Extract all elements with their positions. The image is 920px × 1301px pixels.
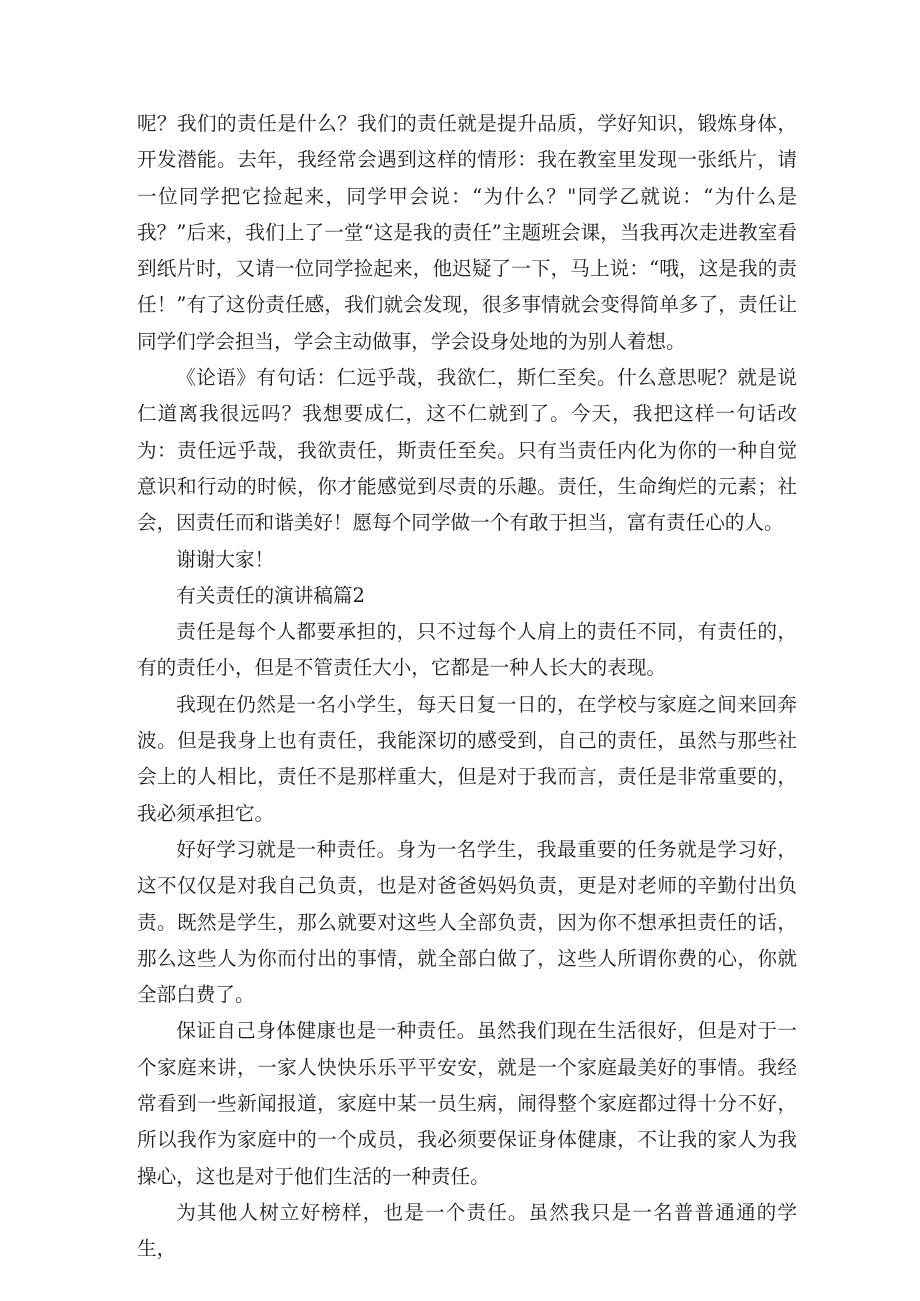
paragraph-1: 呢？我们的责任是什么？我们的责任就是提升品质，学好知识，锻炼身体，开发潜能。去年，我经常会遇到这样的情形：我在教室里发现一张纸片，请一位同学把它捡起来，同学甲会说：“为什么？"同学乙就说：“为什么是我？”后来，我们上了一堂“这是我的责任”主题班会课，当我再次走进教室看到纸片时，又请一位同学捡起来，他迟疑了一下，马上说：“哦，这是我的责任！”有了这份责任感，我们就会发现，很多事情就会变得简单多了，责任让同学们学会担当，学会主动做事，学会设身处地的为别人着想。 <box>137 112 797 353</box>
paragraph-9: 为其他人树立好榜样，也是一个责任。虽然我只是一名普普通通的学生， <box>137 1200 797 1261</box>
paragraph-8: 保证自己身体健康也是一种责任。虽然我们现在生活很好，但是对于一个家庭来讲，一家人快快乐乐平平安安，就是一个家庭最美好的事情。我经常看到一些新闻报道，家庭中某一员生病，闹得整个家庭都过得十分不好，所以我作为家庭中的一个成员，我必须要保证身体健康，不让我的家人为我操心，这也是对于他们生活的一种责任。 <box>137 1019 797 1188</box>
paragraph-7: 好好学习就是一种责任。身为一名学生，我最重要的任务就是学习好，这不仅仅是对我自己负责，也是对爸爸妈妈负责，更是对老师的辛勤付出负责。既然是学生，那么就要对这些人全部负责，因为你不想承担责任的话，那么这些人为你而付出的事情，就全部白做了，这些人所谓你费的心，你就全部白费了。 <box>137 837 797 1007</box>
section-heading: 有关责任的演讲稿篇2 <box>176 583 365 607</box>
document-body <box>137 106 797 1268</box>
paragraph-6: 我现在仍然是一名小学生，每天日复一日的，在学校与家庭之间来回奔波。但是我身上也有责任，我能深切的感受到，自己的责任，虽然与那些社会上的人相比，责任不是那样重大，但是对于我而言，责任是非常重要的，我必须承担它。 <box>137 692 797 825</box>
paragraph-5: 责任是每个人都要承担的，只不过每个人肩上的责任不同，有责任的，有的责任小，但是不管责任大小，它都是一种人长大的表现。 <box>137 620 797 680</box>
paragraph-3: 谢谢大家！ <box>176 547 275 571</box>
paragraph-2: 《论语》有句话：仁远乎哉，我欲仁，斯仁至矣。什么意思呢？就是说仁道离我很远吗？我想要成仁，这不仁就到了。今天，我把这样一句话改为：责任远乎哉，我欲责任，斯责任至矣。只有当责任内化为你的一种自觉意识和行动的时候，你才能感觉到尽责的乐趣。责任，生命绚烂的元素；社会，因责任而和谐美好！愿每个同学做一个有敢于担当，富有责任心的人。 <box>137 366 797 535</box>
